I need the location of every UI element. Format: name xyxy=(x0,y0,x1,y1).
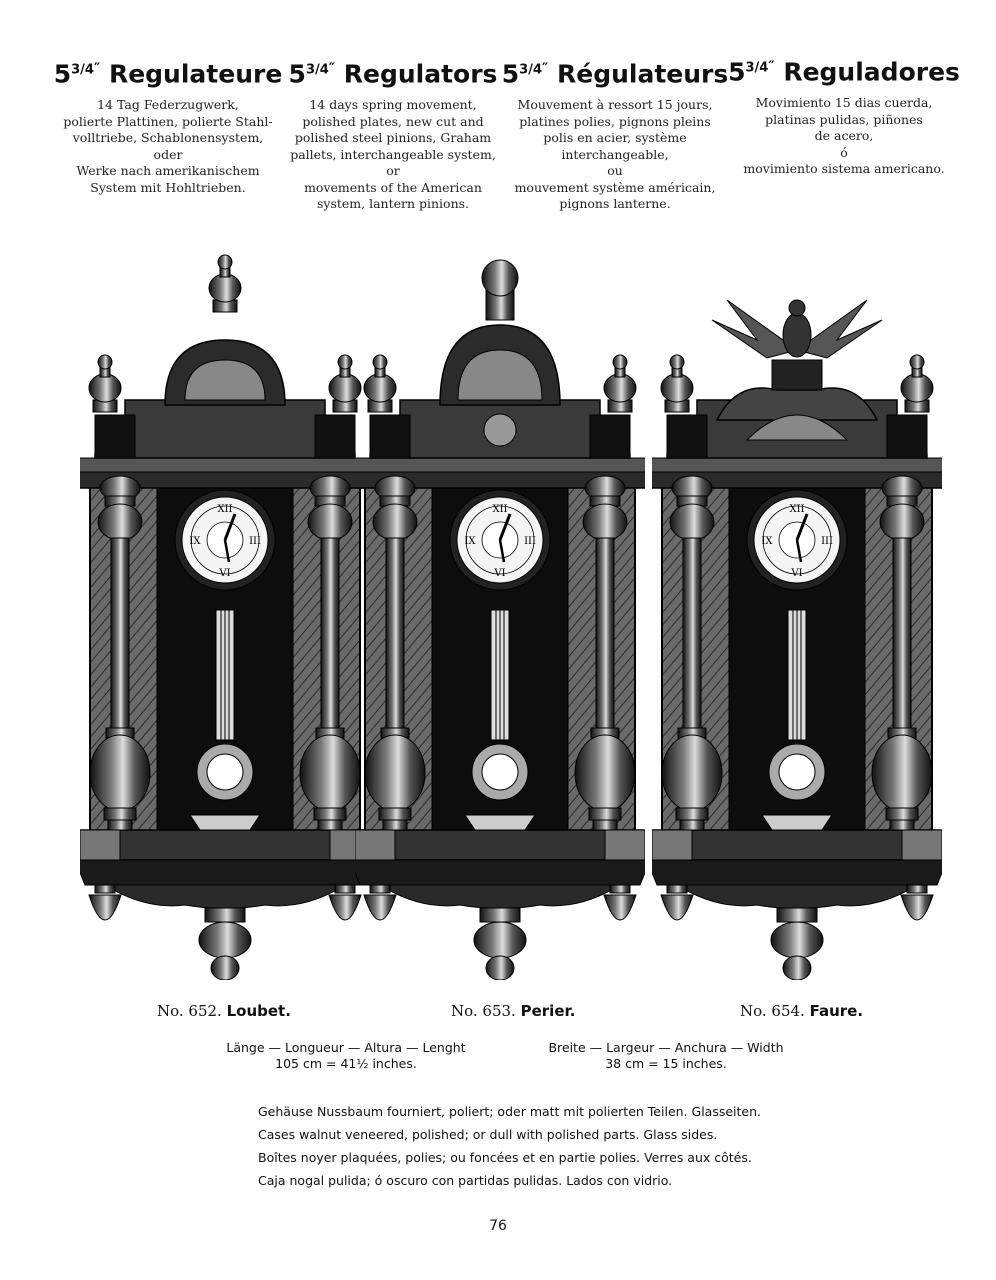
materials-description xyxy=(258,1100,761,1192)
column-german xyxy=(48,52,288,196)
clock-illustration-653 xyxy=(355,240,645,984)
description-english: 14 days spring movement, polished plates, new cut and polished steel pinions, Graham pallets, interchangeable system, or movements of the American system, lantern pinions. xyxy=(290,97,496,212)
materials-german: Gehäuse Nussbaum fourniert, poliert; oder matt mit polierten Teilen. Glasseiten. xyxy=(258,1104,761,1119)
width-dimension: Breite — Largeur — Anchura — Width 38 cm = 15 inches. xyxy=(548,1040,784,1071)
page-number: 76 xyxy=(489,1218,507,1234)
heading-english: $5^{3/4''}$ Regulators xyxy=(288,59,498,89)
column-french xyxy=(500,52,730,213)
model-label-654: No. 654. Faure. xyxy=(740,1002,864,1020)
heading-french: $5^{3/4''}$ Régulateurs xyxy=(501,59,729,89)
materials-french: Boîtes noyer plaquées, polies; ou foncées et en partie polies. Verres aux côtés. xyxy=(258,1150,752,1165)
clock-illustration-652 xyxy=(80,240,370,984)
model-label-652: No. 652. Loubet. xyxy=(157,1002,291,1020)
materials-english: Cases walnut veneered, polished; or dull with polished parts. Glass sides. xyxy=(258,1127,718,1142)
length-dimension: Länge — Longueur — Altura — Lenght 105 cm = 41½ inches. xyxy=(226,1040,466,1071)
description-spanish: Movimiento 15 dias cuerda, platinas pulidas, piñones de acero, ó movimiento sistema americano. xyxy=(743,95,945,177)
model-label-653: No. 653. Perier. xyxy=(451,1002,576,1020)
column-spanish xyxy=(728,50,960,178)
heading-german: $5^{3/4''}$ Regulateure xyxy=(53,59,283,89)
description-french: Mouvement à ressort 15 jours, platines polies, pignons pleins polis en acier, système interchangeable, ou mouvement système américain, pignons lanterne. xyxy=(514,97,716,212)
heading-spanish: $5^{3/4''}$ Reguladores xyxy=(728,57,960,87)
description-german: 14 Tag Federzugwerk, polierte Plattinen, polierte Stahl- volltriebe, Schablonensystem, oder Werke nach amerikanischem System mit Hohltrieben. xyxy=(63,97,273,195)
column-english xyxy=(278,52,508,213)
materials-spanish: Caja nogal pulida; ó oscuro con partidas pulidas. Lados con vidrio. xyxy=(258,1173,673,1188)
clock-illustration-654 xyxy=(652,240,942,984)
